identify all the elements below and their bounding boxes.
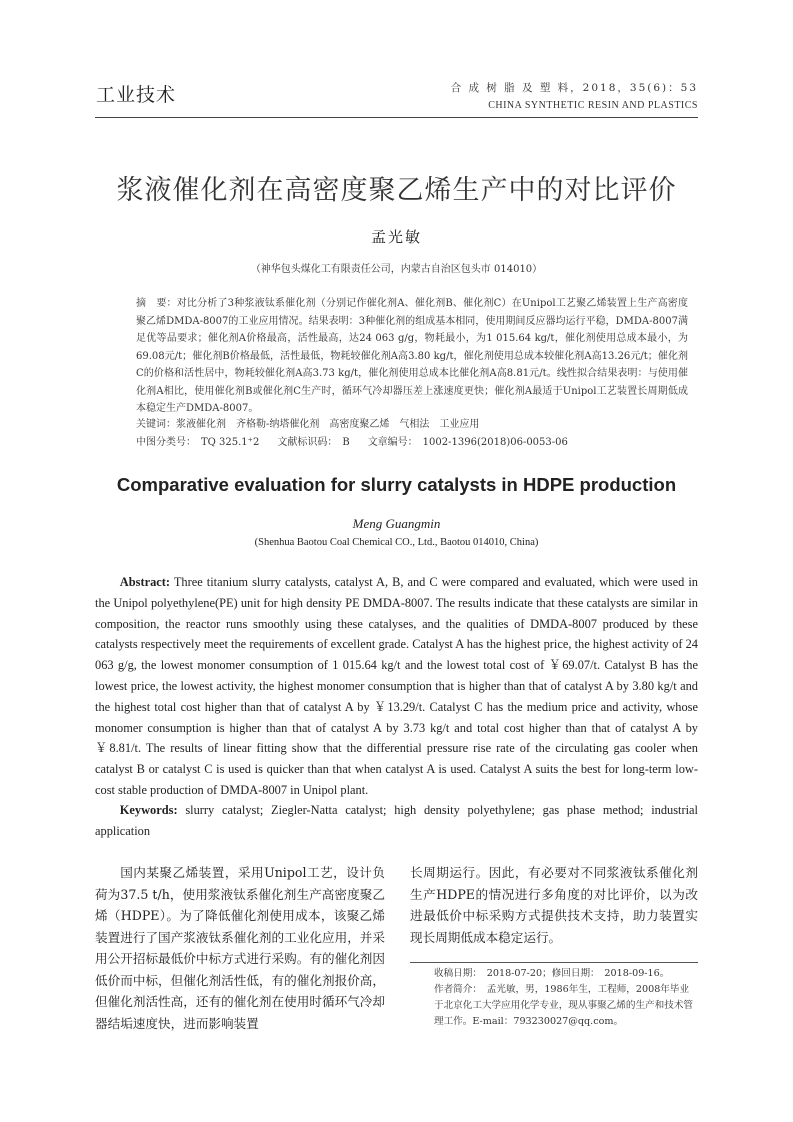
keywords-cn-text: 浆液催化剂 齐格勒-纳塔催化剂 高密度聚乙烯 气相法 工业应用 xyxy=(176,419,480,430)
affiliation-cn: （神华包头煤化工有限责任公司，内蒙古自治区包头市 014010） xyxy=(250,264,543,275)
clc-number: 中图分类号： TQ 325.1⁺2 xyxy=(136,437,260,448)
journal-citation-cn: 合 成 树 脂 及 塑 料，2018，35(6)：53 xyxy=(450,82,698,94)
document-code: 文献标识码： B xyxy=(277,437,350,448)
keywords-cn xyxy=(136,416,688,434)
journal-citation xyxy=(451,80,698,114)
journal-citation-en: CHINA SYNTHETIC RESIN AND PLASTICS xyxy=(488,100,698,111)
abstract-cn-text: 对比分析了3种浆液钛系催化剂（分别记作催化剂A、催化剂B、催化剂C）在Unipol工艺聚乙烯装置上生产高密度聚乙烯DMDA-8007的工业应用情况。结果表明：3种催化剂的组成基本相同，使用期间反应器均运行平稳，DMDA-8007满足优等品要求；催化剂A价格最高，活性最高，达24 063 g/g，物耗最小，为1 015.64 kg/t，催化剂使用总成本最小，为69.08元/t；催化剂B价格最低，活性最低，物耗较催化剂A高3.80 kg/t，催化剂使用总成本较催化剂A高13.26元/t；催化剂C的价格和活性居中，物耗较催化剂A高3.73 kg/t，催化剂使用总成本比催化剂A高8.81元/t。线性拟合结果表明：与使用催化剂A相比，使用催化剂B或催化剂C生产时，循环气冷却器压差上涨速度更快；催化剂A最适于Unipol工艺装置长周期低成本稳定生产DMDA-8007。 xyxy=(136,298,688,414)
header-rule xyxy=(95,117,698,118)
abstract-en xyxy=(95,572,698,801)
footnote xyxy=(410,966,698,1030)
keywords-cn-label: 关键词： xyxy=(136,419,176,430)
footnote-rule xyxy=(410,962,698,963)
paper-title-cn: 浆液催化剂在高密度聚乙烯生产中的对比评价 xyxy=(116,175,677,206)
body-column-right: 长周期运行。因此，有必要对不同浆液钛系催化剂生产HDPE的情况进行多角度的对比评价，以为改进最低价中标采购方式提供技术支持，助力装置实现长周期低成本稳定运行。 xyxy=(410,865,698,945)
abstract-en-label: Abstract: xyxy=(119,575,171,589)
abstract-cn xyxy=(136,295,688,418)
classification-cn xyxy=(136,434,688,452)
affiliation-en: (Shenhua Baotou Coal Chemical CO., Ltd., Baotou 014010, China) xyxy=(254,537,539,548)
keywords-en-text: slurry catalyst; Ziegler-Natta catalyst; high density polyethylene; gas phase method; industrial application xyxy=(95,803,698,838)
section-label: 工业技术 xyxy=(96,84,177,106)
paper-title-en: Comparative evaluation for slurry catalysts in HDPE production xyxy=(116,474,677,495)
article-number: 文章编号： 1002-1396(2018)06-0053-06 xyxy=(367,437,568,448)
body-column-left: 国内某聚乙烯装置，采用Unipol工艺，设计负荷为37.5 t/h，使用浆液钛系催化剂生产高密度聚乙烯（HDPE）。为了降低催化剂使用成本，该聚乙烯装置进行了国产浆液钛系催化剂的工业化应用，并采用公开招标最低价中标方式进行采购。有的催化剂因低价而中标，但催化剂活性低，有的催化剂报价高，但催化剂活性高，还有的催化剂在使用时循环气冷却器结垢速度快，进而影响装置 xyxy=(95,865,385,1031)
keywords-en-label: Keywords: xyxy=(119,803,178,817)
author-cn: 孟光敏 xyxy=(370,228,422,246)
footnote-received: 收稿日期： 2018-07-20；修回日期： 2018-09-16。 xyxy=(434,968,670,979)
abstract-en-text: Three titanium slurry catalysts, catalyst A, B, and C were compared and evaluated, which were used in the Unipol polyethylene(PE) unit for high density PE DMDA-8007. The results indicate that these catalysts are similar in composition, the reactor runs smoothly using these catalyses, and the qualities of DMDA-8007 produced by these catalysts respectively meet the requirements of excellent grade. Catalyst A has the highest price, the highest activity of 24 063 g/g, the lowest monomer consumption of 1 015.64 kg/t and the lowest total cost of ￥69.07/t. Catalyst B has the lowest price, the lowest activity, the highest monomer consumption that is higher than that of catalyst A by 3.80 kg/t and the highest total cost higher than that of catalyst A by ￥13.29/t. Catalyst C has the medium price and activity, whose monomer consumption is higher than that of catalyst A by 3.73 kg/t and total cost higher than that of catalyst A by ￥8.81/t. The results of linear fitting show that the differential pressure rise rate of the circulating gas cooler when catalyst B or catalyst C is used is quicker than that when catalyst A is used. Catalyst A suits the best for long-term low-cost stable production of DMDA-8007 in Unipol plant. xyxy=(95,575,698,797)
abstract-cn-label: 摘 要： xyxy=(136,298,177,309)
author-en: Meng Guangmin xyxy=(352,516,441,531)
footnote-author-intro: 作者简介： 孟光敏，男，1986年生，工程师，2008年毕业于北京化工大学应用化学专业，现从事聚乙烯的生产和技术管理工作。E-mail：793230027@qq.com。 xyxy=(434,984,694,1027)
keywords-en xyxy=(95,800,698,842)
